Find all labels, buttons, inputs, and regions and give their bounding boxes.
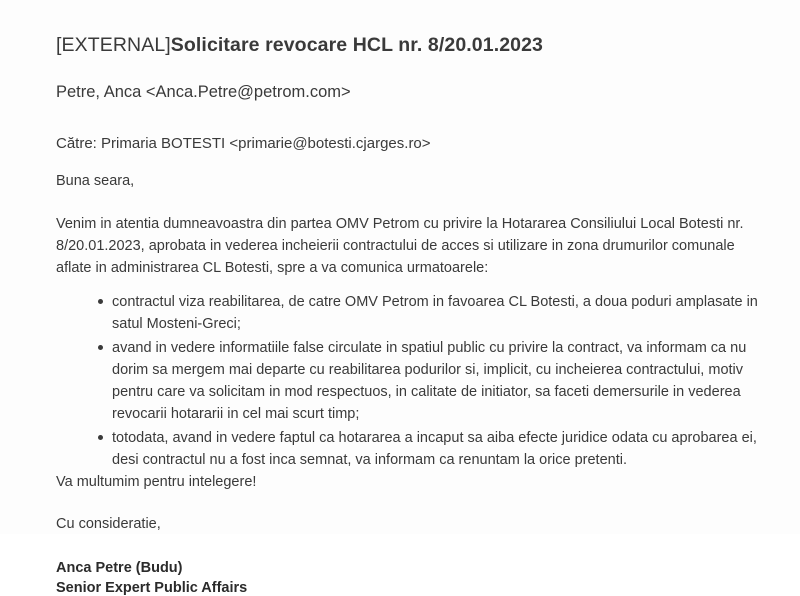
- email-thanks: Va multumim pentru intelegere!: [56, 474, 257, 491]
- email-regards: Cu consideratie,: [56, 516, 161, 533]
- signature-title: Senior Expert Public Affairs: [56, 580, 248, 596]
- email-sender: Petre, Anca <Anca.Petre@petrom.com>: [56, 83, 351, 101]
- email-intro-paragraph: Venim in atentia dumneavoastra din partea OMV Petrom cu privire la Hotararea Consiliului Local Botesti nr. 8/20.01.2023, aprobata in vederea incheierii contractului de acces si utilizare in zona drumurilor comunale aflate in administrarea CL Botesti, spre a va comunica urmatoarele:: [56, 216, 744, 277]
- email-subject: [56, 34, 772, 57]
- recipient-name: Primaria BOTESTI: [101, 135, 226, 152]
- external-tag: [EXTERNAL]: [56, 34, 171, 56]
- recipient-label: Către:: [56, 135, 97, 152]
- email-greeting: Buna seara,: [56, 173, 135, 189]
- list-item: avand in vedere informatiile false circulate in spatiul public cu privire la contract, va informam ca nu dorim sa mergem mai departe cu reabilitarea podurilor si, implicit, cu incheierea contractului, motiv pentru care va solicitam in mod respectuos, in calitate de initiator, sa faceti demersurile in vederea revocarii hotararii in cel mai scurt timp;: [98, 337, 772, 425]
- email-bullet-list: [56, 291, 772, 471]
- email-recipient-line: [56, 135, 772, 152]
- list-item: totodata, avand in vedere faptul ca hotararea a incaput sa aiba efecte juridice odata cu aprobarea ei, desi contractul nu a fost inca semnat, va informam ca renuntam la orice pretenti.: [98, 427, 772, 471]
- recipient-address: <primarie@botesti.cjarges.ro>: [229, 135, 431, 152]
- subject-text: Solicitare revocare HCL nr. 8/20.01.2023: [170, 34, 543, 56]
- signature-name: Anca Petre (Budu): [56, 560, 183, 577]
- list-item: contractul viza reabilitarea, de catre OMV Petrom in favoarea CL Botesti, a doua poduri amplasate in satul Mosteni-Greci;: [98, 291, 772, 335]
